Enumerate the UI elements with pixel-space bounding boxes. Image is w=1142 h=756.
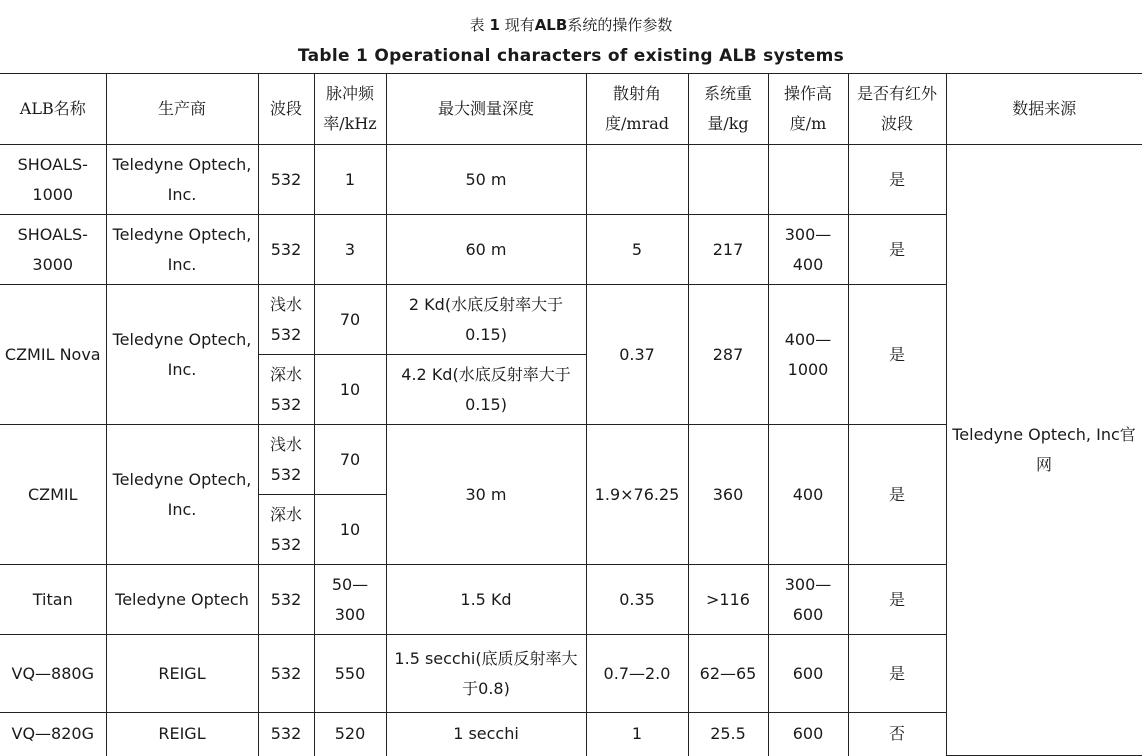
cell-weight: 217 [688,215,768,285]
cell-band: 浅水532 [258,425,314,495]
caption-text-pre: 现有 [504,16,535,34]
cell-depth: 1 secchi [386,713,586,756]
cell-infrared: 是 [848,425,946,565]
cell-pulse: 550 [314,635,386,713]
cell-name: Titan [0,565,106,635]
cell-name: CZMIL [0,425,106,565]
cell-name: VQ—880G [0,635,106,713]
cell-weight: 25.5 [688,713,768,756]
cell-divergence: 0.35 [586,565,688,635]
cell-name: CZMIL Nova [0,285,106,425]
table-caption-cn [0,14,1142,35]
cell-name: SHOALS-3000 [0,215,106,285]
cell-maker: Teledyne Optech, Inc. [106,145,258,215]
cell-pulse: 70 [314,285,386,355]
cell-altitude: 400—1000 [768,285,848,425]
cell-maker: Teledyne Optech [106,565,258,635]
cell-divergence: 0.7—2.0 [586,635,688,713]
cell-altitude: 300—400 [768,215,848,285]
cell-band: 深水532 [258,355,314,425]
cell-divergence: 5 [586,215,688,285]
cell-depth: 1.5 secchi(底质反射率大于0.8) [386,635,586,713]
cell-pulse: 50—300 [314,565,386,635]
cell-weight: 62—65 [688,635,768,713]
cell-infrared: 是 [848,145,946,215]
cell-depth: 60 m [386,215,586,285]
header-pulse: 脉冲频率/kHz [314,74,386,145]
header-name: ALB名称 [0,74,106,145]
cell-maker: Teledyne Optech, Inc. [106,215,258,285]
cell-divergence: 0.37 [586,285,688,425]
cell-source-teledyne: Teledyne Optech, Inc官网 [946,145,1142,756]
header-divergence: 散射角度/mrad [586,74,688,145]
cell-maker: Teledyne Optech, Inc. [106,425,258,565]
cell-divergence: 1 [586,713,688,756]
cell-band: 532 [258,145,314,215]
cell-altitude: 600 [768,713,848,756]
table-caption-en: Table 1 Operational characters of existing ALB systems [297,46,845,66]
cell-divergence: 1.9×76.25 [586,425,688,565]
cell-depth: 30 m [386,425,586,565]
header-maker: 生产商 [106,74,258,145]
cell-pulse: 10 [314,355,386,425]
cell-pulse: 3 [314,215,386,285]
header-altitude: 操作高度/m [768,74,848,145]
cell-pulse: 520 [314,713,386,756]
cell-divergence [586,145,688,215]
cell-weight: >116 [688,565,768,635]
caption-number: 1 [489,16,500,34]
cell-maker: Teledyne Optech, Inc. [106,285,258,425]
cell-name: VQ—820G [0,713,106,756]
header-infrared: 是否有红外波段 [848,74,946,145]
cell-pulse: 10 [314,495,386,565]
cell-altitude [768,145,848,215]
header-source: 数据来源 [946,74,1142,145]
cell-maker: REIGL [106,635,258,713]
cell-band: 532 [258,565,314,635]
header-weight: 系统重量/kg [688,74,768,145]
cell-depth: 50 m [386,145,586,215]
cell-name: SHOALS-1000 [0,145,106,215]
cell-altitude: 400 [768,425,848,565]
cell-pulse: 1 [314,145,386,215]
table-row [0,145,1142,215]
caption-text: 系统的操作参数 [567,16,673,34]
cell-weight: 360 [688,425,768,565]
cell-infrared: 是 [848,215,946,285]
cell-altitude: 600 [768,635,848,713]
cell-band: 深水532 [258,495,314,565]
cell-infrared: 是 [848,635,946,713]
cell-depth: 1.5 Kd [386,565,586,635]
cell-band: 532 [258,713,314,756]
cell-infrared: 否 [848,713,946,756]
cell-infrared: 是 [848,565,946,635]
cell-depth: 4.2 Kd(水底反射率大于0.15) [386,355,586,425]
cell-weight: 287 [688,285,768,425]
header-depth: 最大测量深度 [386,74,586,145]
cell-band: 532 [258,635,314,713]
cell-band: 浅水532 [258,285,314,355]
cell-altitude: 300—600 [768,565,848,635]
cell-maker: REIGL [106,713,258,756]
header-band: 波段 [258,74,314,145]
caption-alb: ALB [534,16,568,34]
cell-pulse: 70 [314,425,386,495]
cell-band: 532 [258,215,314,285]
alb-systems-table [0,73,1142,756]
cell-depth: 2 Kd(水底反射率大于0.15) [386,285,586,355]
caption-prefix: 表 [469,16,485,34]
cell-weight [688,145,768,215]
cell-infrared: 是 [848,285,946,425]
header-row [0,74,1142,145]
